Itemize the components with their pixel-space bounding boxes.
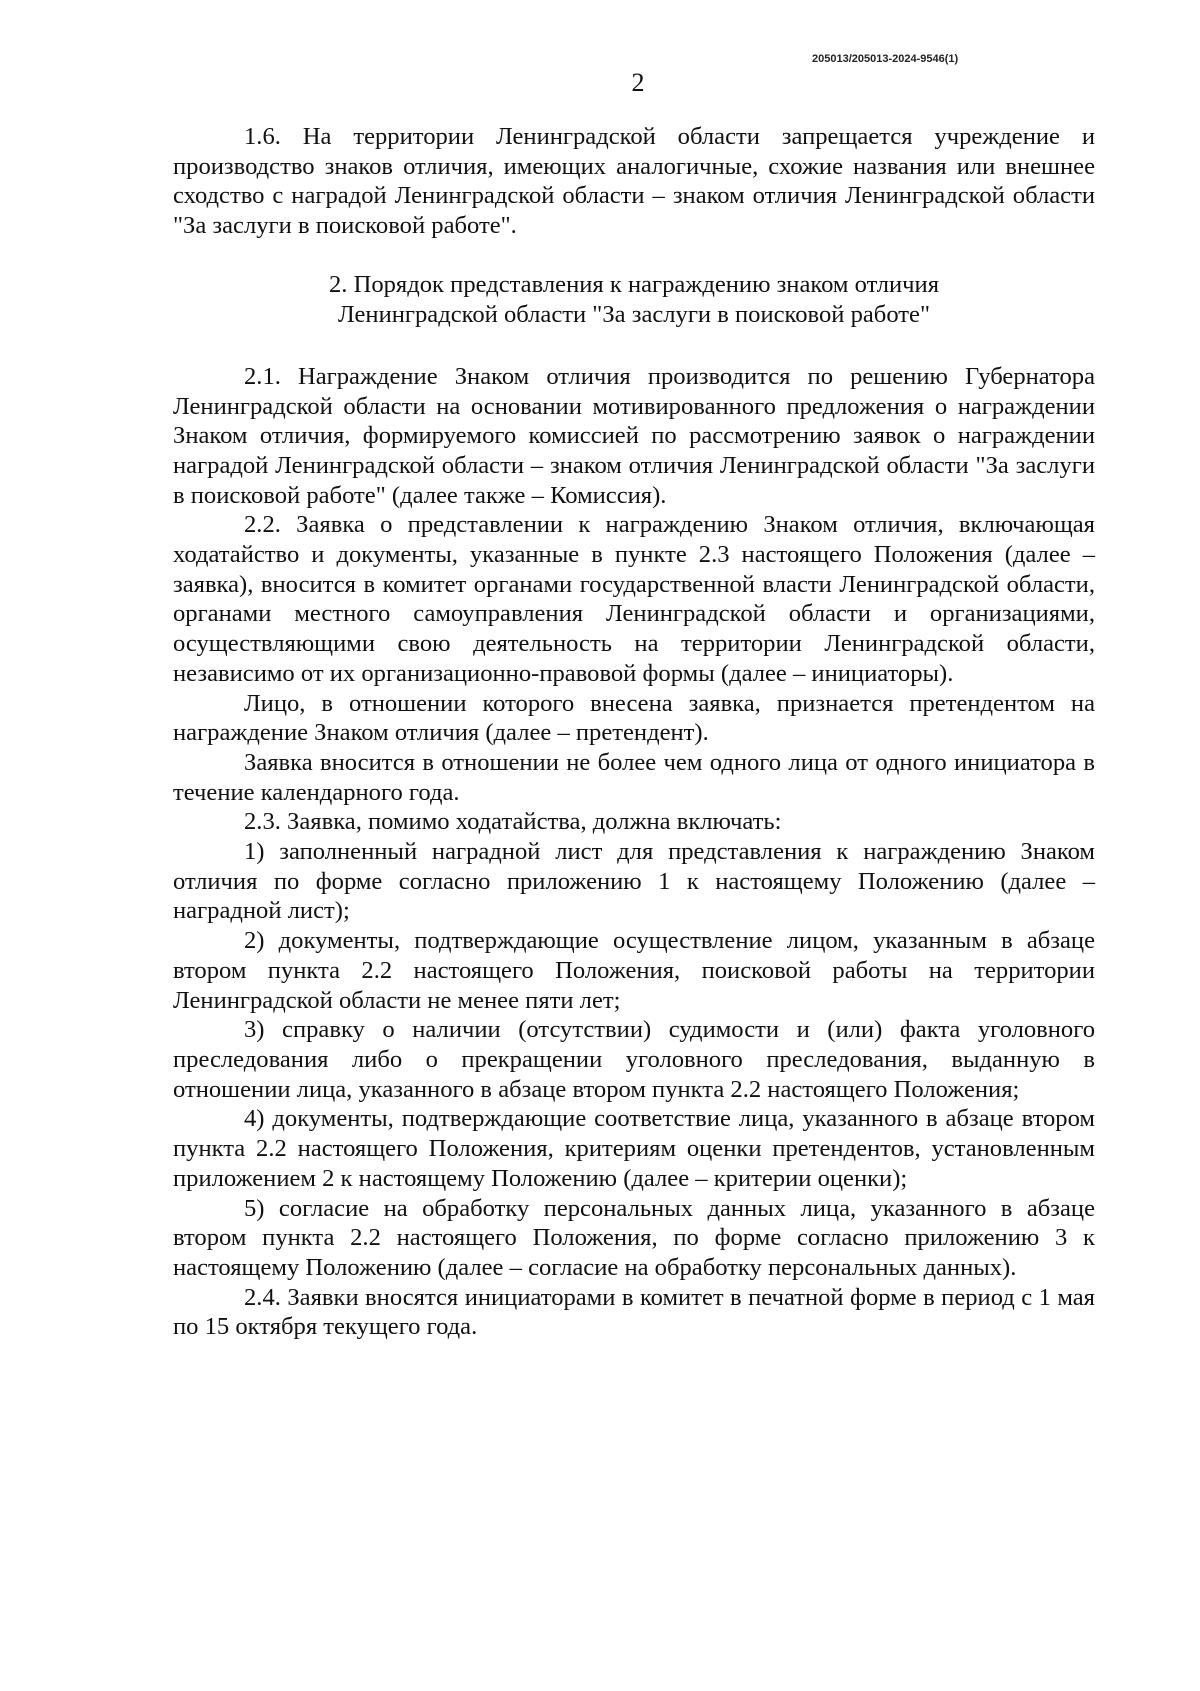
paragraph-2-1: 2.1. Награждение Знаком отличия производится по решению Губернатора Ленинградской области на основании мотивированного предложения о награждении Знаком отличия, формируемого комиссией по рассмотрению заявок о награждении наградой Ленинградской области – знаком отличия Ленинградской области "За заслуги в поисковой работе" (далее также – Комиссия). [173,362,1095,509]
document-body [173,122,1095,1342]
list-item-2-3-4: 4) документы, подтверждающие соответствие лица, указанного в абзаце втором пункта 2.2 настоящего Положения, критериям оценки претендентов, установленным приложением 2 к настоящему Положению (далее – критерии оценки); [173,1105,1095,1192]
list-item-2-3-1: 1) заполненный наградной лист для представления к награждению Знаком отличия по форме согласно приложению 1 к настоящему Положению (далее – наградной лист); [173,838,1095,925]
paragraph-2-2: 2.2. Заявка о представлении к награждению Знаком отличия, включающая ходатайство и документы, указанные в пункте 2.3 настоящего Положения (далее – заявка), вносится в комитет органами государственной власти Ленинградской области, органами местного самоуправления Ленинградской области и организациями, осуществляющими свою деятельность на территории Ленинградской области, независимо от их организационно-правовой формы (далее – инициаторы). [173,511,1095,687]
list-item-2-3-5: 5) согласие на обработку персональных данных лица, указанного в абзаце втором пункта 2.2 настоящего Положения, по форме согласно приложению 3 к настоящему Положению (далее – согласие на обработку персональных данных). [173,1194,1095,1281]
paragraph-1-6: 1.6. На территории Ленинградской области запрещается учреждение и производство знаков отличия, имеющих аналогичные, схожие названия или внешнее сходство с наградой Ленинградской области – знаком отличия Ленинградской области "За заслуги в поисковой работе". [173,123,1095,240]
document-id: 205013/205013-2024-9546(1) [812,53,959,65]
paragraph-2-2-applicant: Лицо, в отношении которого внесена заявка, признается претендентом на награждение Знаком отличия (далее – претендент). [173,689,1095,747]
paragraph-2-2-limit: Заявка вносится в отношении не более чем одного лица от одного инициатора в течение календарного года. [173,748,1095,806]
list-item-2-3-3: 3) справку о наличии (отсутствии) судимости и (или) факта уголовного преследования либо о прекращении уголовного преследования, выданную в отношении лица, указанного в абзаце втором пункта 2.2 настоящего Положения; [173,1016,1095,1103]
list-item-2-3-2: 2) документы, подтверждающие осуществление лицом, указанным в абзаце втором пункта 2.2 настоящего Положения, поисковой работы на территории Ленинградской области не менее пяти лет; [173,927,1095,1014]
section-heading-line-1: 2. Порядок представления к награждению знаком отличия [328,270,940,298]
section-heading-line-2: Ленинградской области "За заслуги в поисковой работе" [338,300,930,328]
page-number: 2 [631,68,645,97]
paragraph-2-4: 2.4. Заявки вносятся инициаторами в комитет в печатной форме в период с 1 мая по 15 октября текущего года. [173,1283,1095,1341]
paragraph-2-3: 2.3. Заявка, помимо ходатайства, должна включать: [244,808,782,836]
section-heading-2 [173,270,1095,330]
